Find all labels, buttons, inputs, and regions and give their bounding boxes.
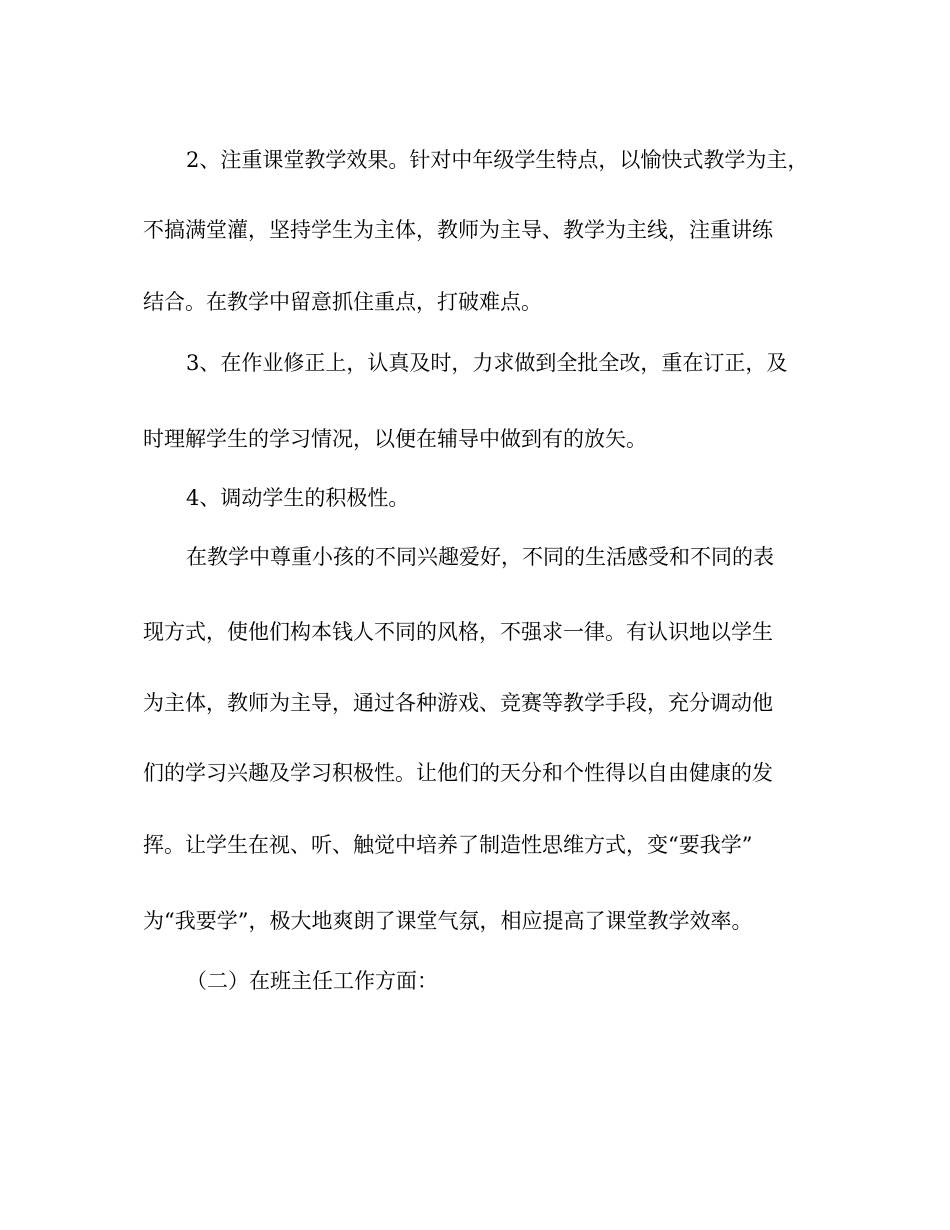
paragraph-5-line-1: 在教学中尊重小孩的不同兴趣爱好，不同的生活感受和不同的表 [186,545,774,569]
paragraph-5-line-2: 现方式，使他们构本钱人不同的风格，不强求一律。有认识地以学生 [143,620,773,644]
paragraph-3-line-2: 时理解学生的学习情况，以便在辅导中做到有的放矢。 [143,427,647,451]
paragraph-2-line-3: 结合。在教学中留意抓住重点，打破难点。 [143,290,542,314]
paragraph-5-line-3: 为主体，教师为主导，通过各种游戏、竞赛等教学手段，充分调动他 [143,691,773,715]
paragraph-5-line-4: 们的学习兴趣及学习积极性。让他们的天分和个性得以自由健康的发 [143,761,773,785]
paragraph-2-line-1: 2、注重课堂教学效果。针对中年级学生特点，以愉快式教学为主， [186,148,809,172]
paragraph-2-line-2: 不搞满堂灌，坚持学生为主体，教师为主导、教学为主线，注重讲练 [143,218,773,242]
section-heading: （二）在班主任工作方面： [186,969,438,993]
paragraph-5-line-5: 挥。让学生在视、听、触觉中培养了制造性思维方式，变“要我学” [143,833,753,857]
paragraph-3-line-1: 3、在作业修正上，认真及时，力求做到全批全改，重在订正，及 [186,351,788,375]
paragraph-4-heading: 4、调动学生的积极性。 [186,486,410,510]
paragraph-5-line-6: 为“我要学”，极大地爽朗了课堂气氛，相应提高了课堂教学效率。 [143,909,753,933]
